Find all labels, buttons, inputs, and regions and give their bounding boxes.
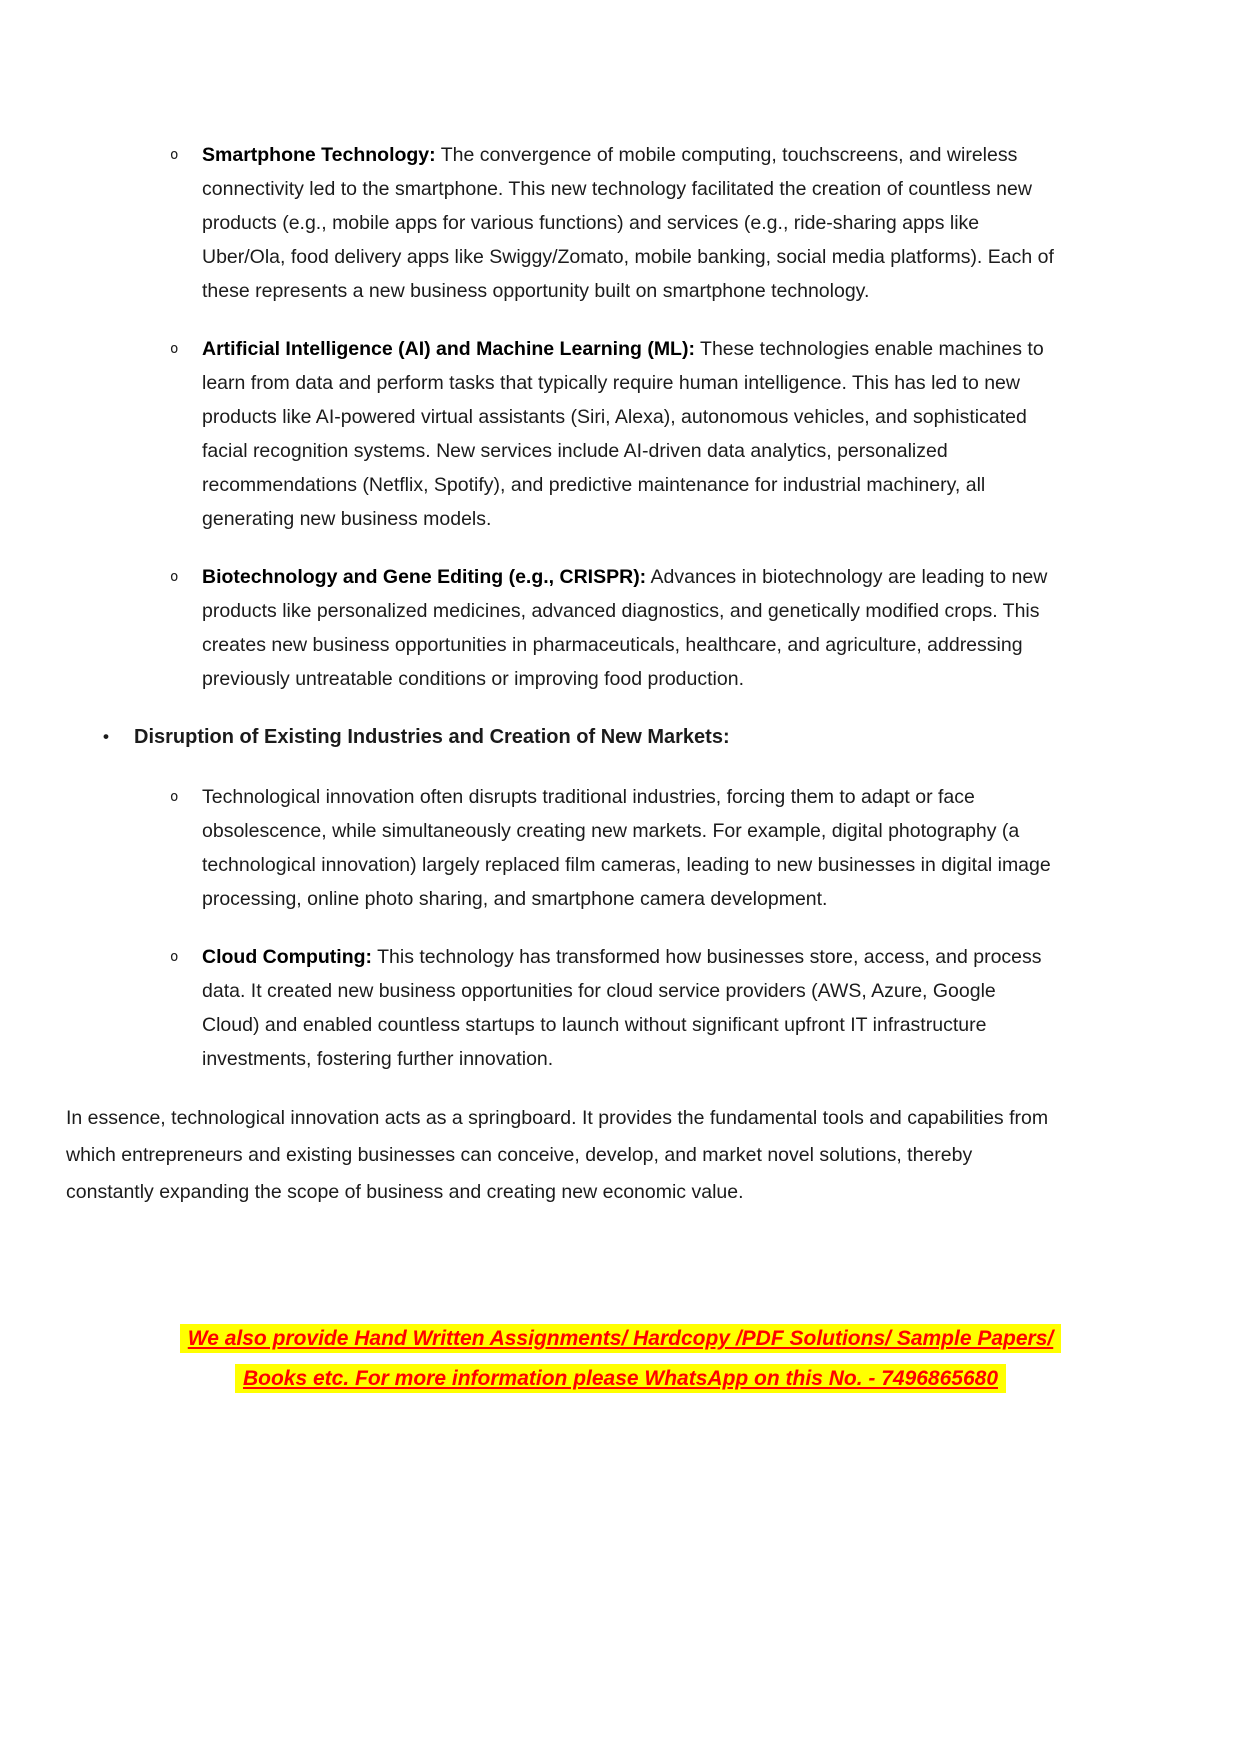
bullet-item-cloud-computing bbox=[66, 940, 1058, 1076]
bullet-body-cloud-computing: This technology has transformed how businesses store, access, and process data. It created new business opportunities for cloud service providers (AWS, Azure, Google Cloud) and enabled countless startups to launch without significant upfront IT infrastructure investments, fostering further innovation. bbox=[202, 946, 1042, 1070]
bullet-item-disruption-general bbox=[66, 780, 1058, 916]
bullet-body-ai-ml: These technologies enable machines to learn from data and perform tasks that typically require human intelligence. This has led to new products like AI-powered virtual assistants (Siri, Alexa), autonomous vehicles, and sophisticated facial recognition systems. New services include AI-driven data analytics, personalized recommendations (Netflix, Spotify), and predictive maintenance for industrial machinery, all generating new business models. bbox=[202, 338, 1044, 530]
disc-bullet-marker: • bbox=[103, 727, 109, 746]
circle-bullet-marker: o bbox=[170, 341, 179, 357]
document-content bbox=[66, 138, 1058, 1211]
bullet-item-text bbox=[202, 940, 1058, 1076]
bullet-item-ai-ml bbox=[66, 332, 1058, 536]
footer-highlight-line-2: Books etc. For more information please WhatsApp on this No. - 7496865680 bbox=[235, 1364, 1006, 1393]
bullet-lead-cloud-computing: Cloud Computing: bbox=[202, 946, 373, 968]
bullet-item-text bbox=[202, 138, 1058, 308]
bullet-body-smartphone: The convergence of mobile computing, touchscreens, and wireless connectivity led to the smartphone. This new technology facilitated the creation of countless new products (e.g., mobile apps for various functions) and services (e.g., ride-sharing apps like Uber/Ola, food delivery apps like Swiggy/Zomato, mobile banking, social media platforms). Each of these represents a new business opportunity built on smartphone technology. bbox=[202, 144, 1054, 302]
bullet-lead-biotech: Biotechnology and Gene Editing (e.g., CRISPR): bbox=[202, 566, 647, 588]
circle-bullet-marker: o bbox=[170, 569, 179, 585]
bullet-item-text bbox=[202, 560, 1058, 696]
footer-banner bbox=[66, 1319, 1175, 1399]
bullet-body-biotech: Advances in biotechnology are leading to new products like personalized medicines, advanced diagnostics, and genetically modified crops. This creates new business opportunities in pharmaceuticals, healthcare, and agriculture, addressing previously untreatable conditions or improving food production. bbox=[202, 566, 1048, 690]
circle-bullet-marker: o bbox=[170, 147, 179, 163]
footer-highlight-line-1: We also provide Hand Written Assignments/ Hardcopy /PDF Solutions/ Sample Papers/ bbox=[180, 1324, 1061, 1353]
bullet-heading-text: Disruption of Existing Industries and Creation of New Markets: bbox=[134, 726, 730, 748]
bullet-body-disruption-general: Technological innovation often disrupts traditional industries, forcing them to adapt or face obsolescence, while simultaneously creating new markets. For example, digital photography (a technological innovation) largely replaced film cameras, leading to new businesses in digital image processing, online photo sharing, and smartphone camera development. bbox=[202, 786, 1051, 910]
bullet-item-text bbox=[202, 332, 1058, 536]
bullet-item-text bbox=[202, 780, 1058, 916]
bullet-item-biotech bbox=[66, 560, 1058, 696]
bullet-heading-disruption bbox=[66, 720, 1058, 754]
circle-bullet-marker: o bbox=[170, 789, 179, 805]
bullet-lead-smartphone: Smartphone Technology: bbox=[202, 144, 436, 166]
closing-paragraph: In essence, technological innovation acts as a springboard. It provides the fundamental tools and capabilities from which entrepreneurs and existing businesses can conceive, develop, and market novel solutions, thereby constantly expanding the scope of business and creating new economic value. bbox=[66, 1107, 1049, 1203]
bullet-item-smartphone bbox=[66, 138, 1058, 308]
bullet-lead-ai-ml: Artificial Intelligence (AI) and Machine Learning (ML): bbox=[202, 338, 695, 360]
circle-bullet-marker: o bbox=[170, 949, 179, 965]
